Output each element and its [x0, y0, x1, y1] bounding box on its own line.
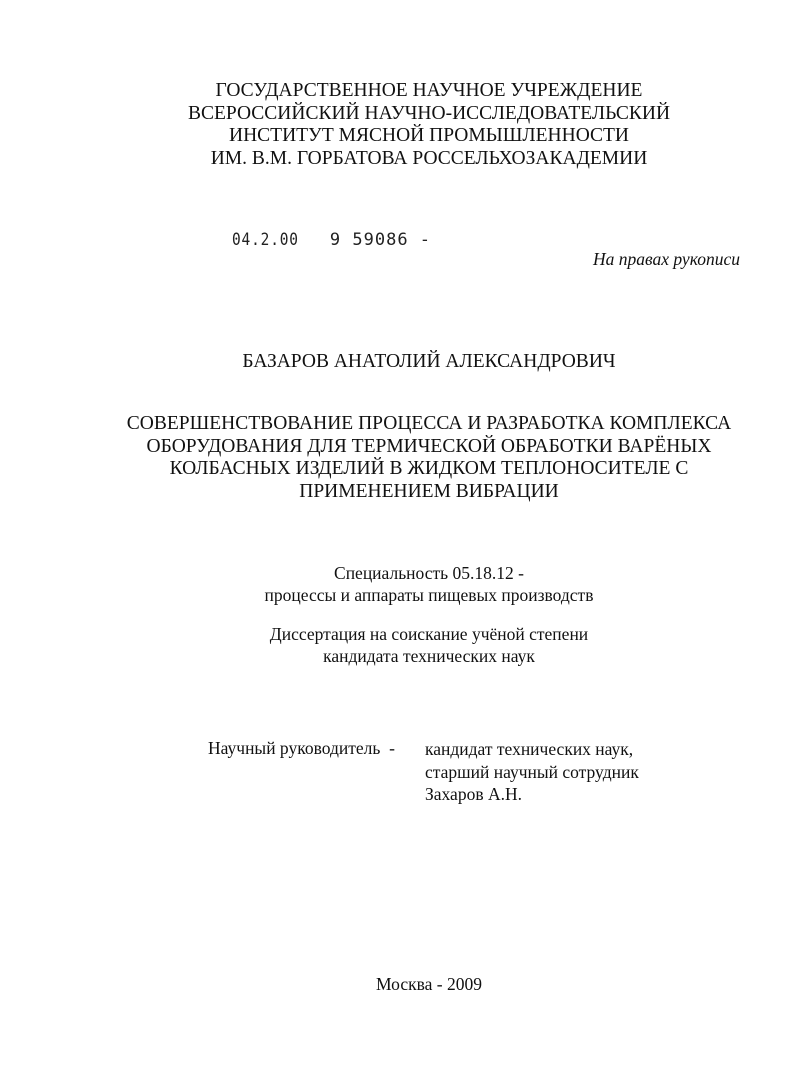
title-line: СОВЕРШЕНСТВОВАНИЕ ПРОЦЕССА И РАЗРАБОТКА КОМПЛЕКСА: [126, 413, 732, 434]
city-year: Москва - 2009: [376, 974, 482, 994]
supervisor-line: старший научный сотрудник: [425, 761, 639, 782]
supervisor-info: [425, 738, 639, 806]
degree-line: Диссертация на соискание учёной степени: [269, 624, 589, 644]
stamp-number: 9 59086 -: [329, 230, 432, 250]
author-name: БАЗАРОВ АНАТОЛИЙ АЛЕКСАНДРОВИЧ: [242, 351, 616, 372]
stamp-date: 04.2.00: [232, 230, 299, 250]
institution-line: ИМ. В.М. ГОРБАТОВА РОССЕЛЬХОЗАКАДЕМИИ: [210, 147, 648, 169]
dissertation-title: [0, 413, 792, 503]
library-stamp: [232, 230, 431, 250]
supervisor-name: Захаров А.Н.: [425, 784, 522, 804]
institution-line: ВСЕРОССИЙСКИЙ НАУЧНО-ИССЛЕДОВАТЕЛЬСКИЙ: [187, 102, 671, 124]
specialty-block: [0, 562, 792, 606]
title-line: ОБОРУДОВАНИЯ ДЛЯ ТЕРМИЧЕСКОЙ ОБРАБОТКИ ВАРЁНЫХ: [146, 435, 712, 457]
degree-line: кандидата технических наук: [323, 646, 535, 666]
supervisor-line: кандидат технических наук,: [425, 739, 634, 759]
supervisor-label: Научный руководитель -: [208, 738, 395, 758]
title-line: КОЛБАСНЫХ ИЗДЕЛИЙ В ЖИДКОМ ТЕПЛОНОСИТЕЛЕ С: [169, 458, 689, 479]
institution-line: ИНСТИТУТ МЯСНОЙ ПРОМЫШЛЕННОСТИ: [228, 125, 630, 146]
specialty-line: процессы и аппараты пищевых производств: [264, 585, 594, 605]
title-line: ПРИМЕНЕНИЕМ ВИБРАЦИИ: [299, 480, 559, 502]
manuscript-note: На правах рукописи: [593, 249, 740, 269]
institution-line: ГОСУДАРСТВЕННОЕ НАУЧНОЕ УЧРЕЖДЕНИЕ: [215, 80, 643, 101]
degree-block: [0, 623, 792, 667]
specialty-line: Специальность 05.18.12 -: [334, 563, 524, 583]
institution-header: [0, 80, 792, 170]
